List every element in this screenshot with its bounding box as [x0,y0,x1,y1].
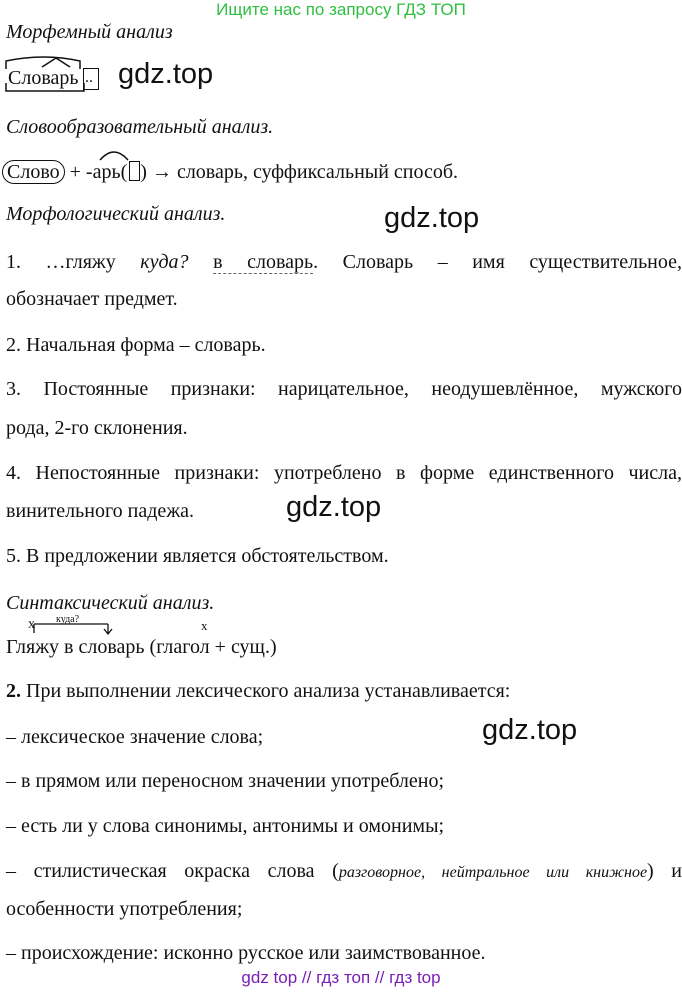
root-oval: Слово [2,160,65,184]
paren-open: ( [120,161,128,183]
watermark-2: gdz.top [384,202,480,234]
syntax-x-mark-1: x [28,617,35,632]
watermark-1: gdz.top [118,58,214,90]
morph-p3-line2: рода, 2-го склонения. [6,417,188,439]
morph-p4-line2: винительного падежа. [6,500,195,522]
syntax-sentence: Гляжу в словарь (глагол + сущ.) [6,636,277,658]
morph-p1-line2: обозначает предмет. [6,288,178,310]
syntax-x-mark-2: x [201,618,208,633]
morphological-heading: Морфологический анализ. [6,203,226,225]
morph-p4-line1: 4. Непостоянные признаки: употреблено в форме единственного числа, [6,462,682,484]
lexical-item-4-line2: особенности употребления; [6,898,243,920]
syntactic-line [4,614,404,660]
lexical-item-2: – в прямом или переносном значении употреблено; [6,770,444,792]
ending-box: .. [83,68,99,90]
watermark-3: gdz.top [286,491,382,523]
bottom-banner: gdz top // гдз топ // гдз top [241,968,441,987]
morpheme-heading: Морфемный анализ [6,21,173,43]
lexical-intro: 2. При выполнении лексического анализа устанавливается: [6,680,511,702]
question-kuda: куда? [140,251,189,273]
word-formation-rest: → словарь, суффиксальный способ. [151,161,459,183]
morph-p5: 5. В предложении является обстоятельством. [6,545,389,567]
word-formation-heading: Словообразовательный анализ. [6,116,274,138]
lexical-item-3: – есть ли у слова синонимы, антонимы и омонимы; [6,815,445,837]
zero-ending-box [129,161,140,181]
suffix: -арь [85,161,121,183]
morph-p3-line1: 3. Постоянные признаки: нарицательное, неодушевлённое, мужского [6,378,682,400]
word-formation-line [2,148,562,188]
lexical-item-4-line1: – стилистическая окраска слова (разговорное, нейтральное или книжное) и [6,860,682,882]
lexical-item-5: – происхождение: исконно русское или заимствованное. [6,942,486,964]
morph-p2: 2. Начальная форма – словарь. [6,334,266,356]
morpheme-word-block [4,55,114,99]
morpheme-word: Словарь [8,67,79,89]
underlined-phrase: в словарь [213,251,314,273]
syntax-question: куда? [56,614,80,625]
syntactic-heading: Синтаксический анализ. [6,592,215,614]
morph-p1-line1: 1. …гляжу куда? в словарь. Словарь – имя существительное, [6,251,682,273]
plus-sign: + [69,161,81,183]
paren-close: ) [140,161,147,183]
watermark-4: gdz.top [482,714,578,746]
style-list: разговорное, нейтральное или книжное [338,864,648,881]
top-banner: Ищите нас по запросу ГДЗ ТОП [216,0,466,19]
lexical-number: 2. [6,680,21,702]
lexical-item-1: – лексическое значение слова; [6,726,264,748]
